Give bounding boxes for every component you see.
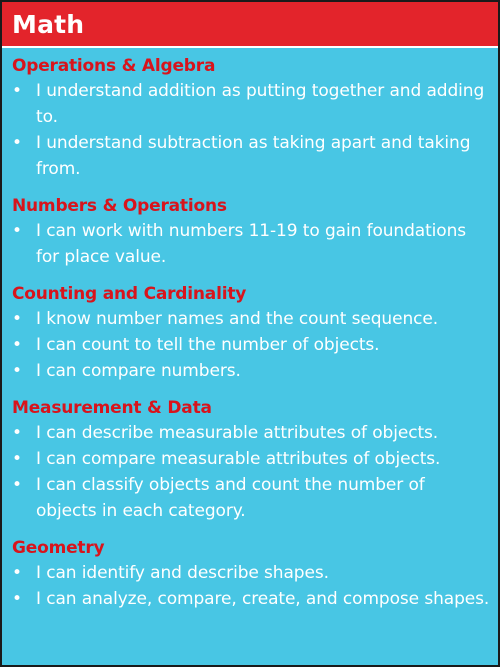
section-counting-cardinality [12, 282, 490, 384]
list-item [12, 420, 490, 446]
section-heading: Measurement & Data [12, 398, 212, 418]
list-item [12, 78, 490, 130]
section-numbers-operations [12, 194, 490, 270]
list-item-text: I can count to tell the number of objects. [36, 335, 380, 355]
list-item [12, 218, 490, 270]
list-item-text: I understand subtraction as taking apart and taking from. [36, 133, 471, 179]
bullet-icon: • [12, 449, 22, 469]
section-heading: Counting and Cardinality [12, 284, 247, 304]
list-item [12, 472, 490, 524]
list-item [12, 446, 490, 472]
list-item-text: I can identify and describe shapes. [36, 563, 329, 583]
item-list [12, 218, 490, 270]
section-geometry [12, 536, 490, 612]
card-content [2, 48, 498, 612]
list-item [12, 130, 490, 182]
bullet-icon: • [12, 361, 22, 381]
bullet-icon: • [12, 335, 22, 355]
card-header [2, 2, 498, 48]
bullet-icon: • [12, 309, 22, 329]
bullet-icon: • [12, 81, 22, 101]
bullet-icon: • [12, 589, 22, 609]
list-item [12, 586, 490, 612]
list-item [12, 332, 490, 358]
list-item-text: I can compare measurable attributes of objects. [36, 449, 441, 469]
item-list [12, 560, 490, 612]
section-measurement-data [12, 396, 490, 524]
section-heading: Numbers & Operations [12, 196, 227, 216]
list-item-text: I understand addition as putting together and adding to. [36, 81, 485, 127]
list-item-text: I can describe measurable attributes of objects. [36, 423, 439, 443]
bullet-icon: • [12, 475, 22, 495]
list-item [12, 306, 490, 332]
list-item [12, 358, 490, 384]
item-list [12, 78, 490, 182]
list-item-text: I can analyze, compare, create, and compose shapes. [36, 589, 490, 609]
item-list [12, 306, 490, 384]
card-title: Math [12, 9, 85, 39]
section-heading: Geometry [12, 538, 105, 558]
section-operations-algebra [12, 54, 490, 182]
bullet-icon: • [12, 221, 22, 241]
list-item-text: I can classify objects and count the number of objects in each category. [36, 475, 425, 521]
bullet-icon: • [12, 423, 22, 443]
list-item-text: I can compare numbers. [36, 361, 241, 381]
list-item-text: I can work with numbers 11-19 to gain foundations for place value. [36, 221, 467, 267]
bullet-icon: • [12, 133, 22, 153]
list-item-text: I know number names and the count sequence. [36, 309, 439, 329]
section-heading: Operations & Algebra [12, 56, 216, 76]
list-item [12, 560, 490, 586]
bullet-icon: • [12, 563, 22, 583]
item-list [12, 420, 490, 524]
